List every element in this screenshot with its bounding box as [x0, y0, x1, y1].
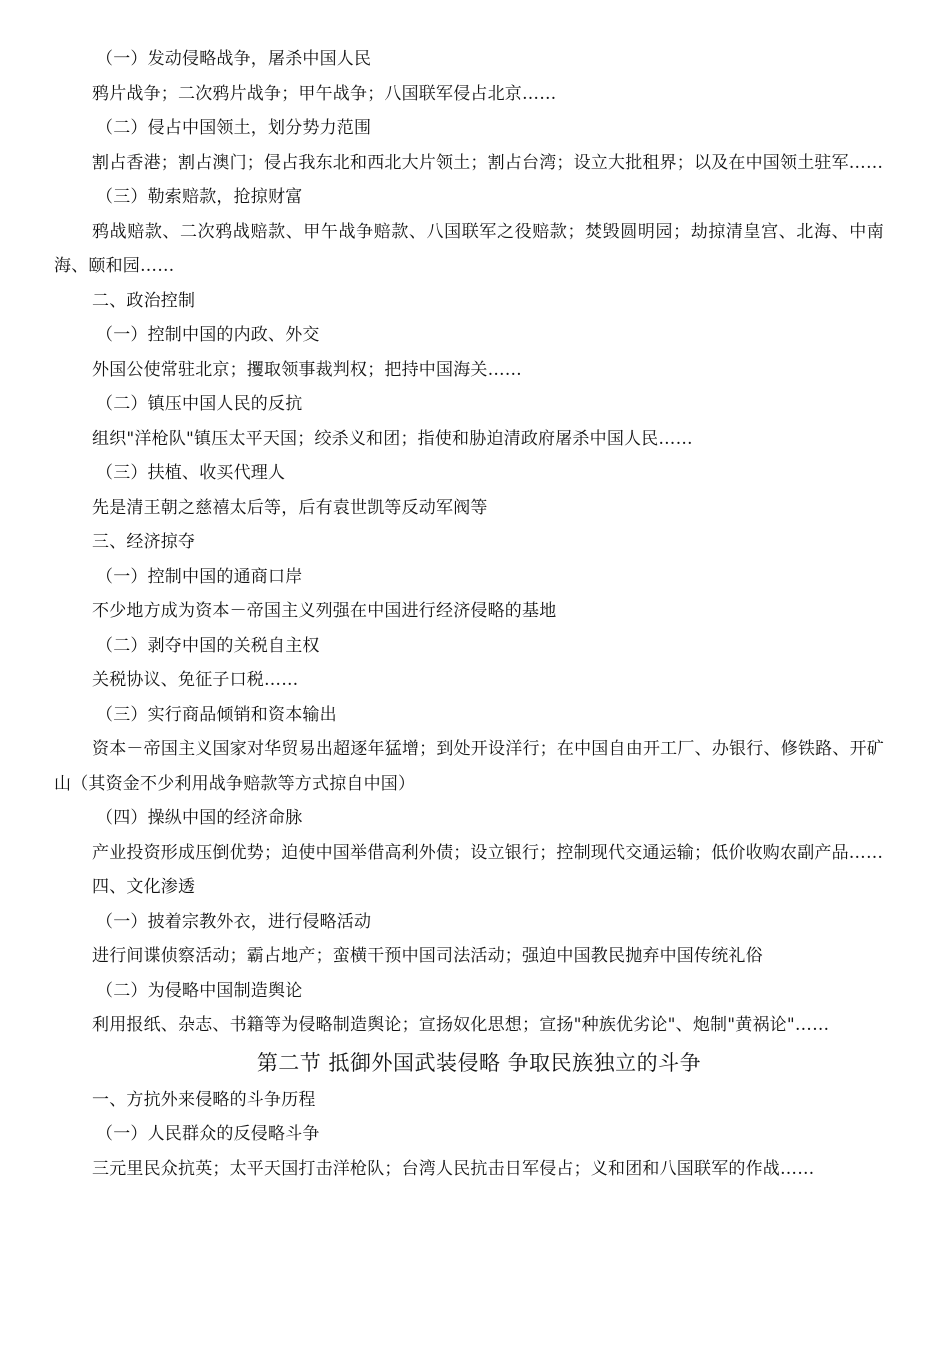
subheading: （一）人民群众的反侵略斗争 — [96, 1124, 320, 1144]
document-page — [54, 42, 884, 1186]
subheading: （一）发动侵略战争，屠杀中国人民 — [96, 49, 372, 69]
paragraph: 关税协议、免征子口税…… — [92, 670, 299, 690]
paragraph: 鸦片战争；二次鸦片战争；甲午战争；八国联军侵占北京…… — [92, 83, 557, 104]
paragraph: 割占香港；割占澳门；侵占我东北和西北大片领土；割占台湾；设立大批租界；以及在中国领土驻军…… — [92, 152, 884, 173]
paragraph: 产业投资形成压倒优势；迫使中国举借高利外债；设立银行；控制现代交通运输；低价收购农副产品…… — [92, 842, 884, 863]
subheading: （二）剥夺中国的关税自主权 — [96, 635, 320, 656]
paragraph: 三元里民众抗英；太平天国打击洋枪队；台湾人民抗击日军侵占；义和团和八国联军的作战…… — [92, 1158, 815, 1179]
paragraph: 先是清王朝之慈禧太后等，后有袁世凯等反动军阀等 — [92, 497, 488, 518]
paragraph: 利用报纸、杂志、书籍等为侵略制造舆论；宣扬奴化思想；宣扬"种族优劣论"、炮制"黄祸论"…… — [92, 1015, 830, 1035]
subheading: （三）扶植、收买代理人 — [96, 463, 286, 483]
subheading: （三）勒索赔款，抢掠财富 — [96, 187, 303, 207]
subheading: （二）镇压中国人民的反抗 — [96, 394, 303, 414]
section-title: 第二节 抵御外国武装侵略 争取民族独立的斗争 — [256, 1050, 702, 1075]
heading-level-2: 四、文化渗透 — [92, 877, 196, 897]
subheading: （一）控制中国的内政、外交 — [96, 325, 320, 345]
paragraph: 外国公使常驻北京；攫取领事裁判权；把持中国海关…… — [92, 359, 522, 380]
subheading: （四）操纵中国的经济命脉 — [96, 808, 303, 828]
paragraph: 不少地方成为资本－帝国主义列强在中国进行经济侵略的基地 — [92, 601, 557, 621]
paragraph: 组织"洋枪队"镇压太平天国；绞杀义和团；指使和胁迫清政府屠杀中国人民…… — [92, 428, 693, 449]
subheading: （一）披着宗教外衣，进行侵略活动 — [96, 911, 372, 932]
paragraph: 进行间谍侦察活动；霸占地产；蛮横干预中国司法活动；强迫中国教民抛弃中国传统礼俗 — [92, 946, 763, 966]
heading-level-2: 三、经济掠夺 — [92, 532, 196, 552]
paragraph: 资本－帝国主义国家对华贸易出超逐年猛增；到处开设洋行；在中国自由开工厂、办银行、修铁路、开矿山（其资金不少利用战争赔款等方式掠自中国） — [54, 739, 884, 794]
heading-level-2: 一、方抗外来侵略的斗争历程 — [92, 1089, 316, 1110]
subheading: （二）为侵略中国制造舆论 — [96, 980, 303, 1001]
subheading: （一）控制中国的通商口岸 — [96, 566, 303, 587]
subheading: （三）实行商品倾销和资本输出 — [96, 704, 337, 725]
subheading: （二）侵占中国领土，划分势力范围 — [96, 118, 372, 138]
heading-level-2: 二、政治控制 — [92, 290, 196, 311]
paragraph: 鸦战赔款、二次鸦战赔款、甲午战争赔款、八国联军之役赔款；焚毁圆明园；劫掠清皇宫、北海、中南海、颐和园…… — [54, 221, 884, 276]
